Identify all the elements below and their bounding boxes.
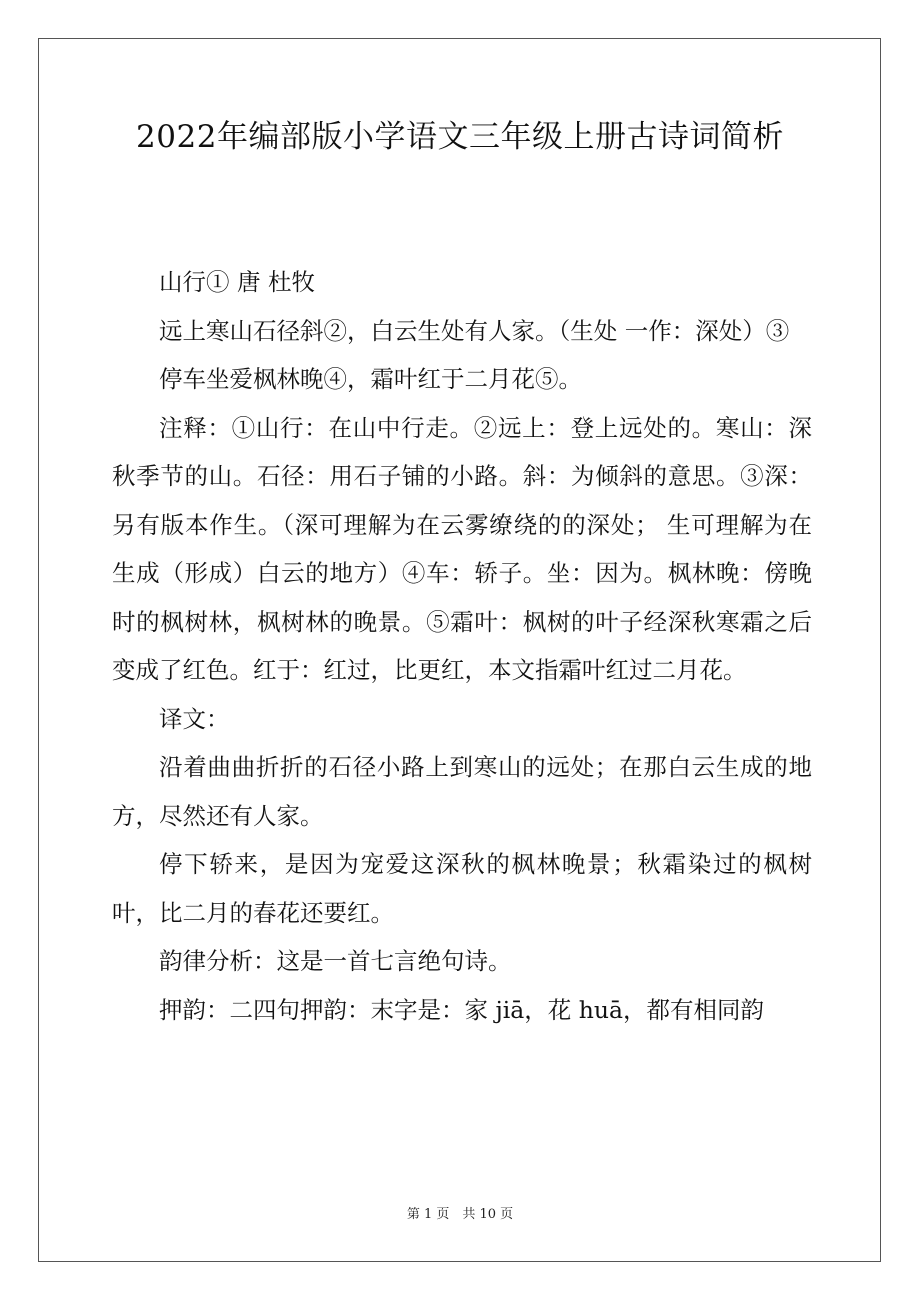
translation-heading: 译文： [159,704,230,733]
rhyme-paragraph: 押韵：二四句押韵：末字是：家 jiā，花 huā，都有相同韵 [159,995,765,1024]
poem-line-1: 远上寒山石径斜②，白云生处有人家。（生处 一作：深处）③ [159,316,790,345]
translation-paragraph-1: 沿着曲曲折折的石径小路上到寒山的远处；在那白云生成的地方，尽然还有人家。 [112,753,812,830]
document-title: 2022年编部版小学语文三年级上册古诗词简析 [136,119,784,155]
translation-paragraph-2: 停下轿来，是因为宠爱这深秋的枫林晚景；秋霜染过的枫树叶，比二月的春花还要红。 [112,850,812,927]
rhythm-analysis-paragraph: 韵律分析：这是一首七言绝句诗。 [159,947,512,975]
poem-title-line: 山行① 唐 杜牧 [159,268,315,296]
page-number-footer: 第 1 页 共 10 页 [406,1207,514,1222]
document-body [112,258,812,1034]
annotation-paragraph: 注释：①山行：在山中行走。②远上：登上远处的。寒山：深秋季节的山。石径：用石子铺的小路。斜：为倾斜的意思。③深：另有版本作生。（深可理解为在云雾缭绕的的深处； 生可理解为在生成（形成）白云的地方）④车：轿子。坐：因为。枫林晚：傍晚时的枫树林，枫树林的晚景。⑤霜叶：枫树的叶子经深秋寒霜之后变成了红色。红于：红过，比更红，本文指霜叶红过二月花。 [112,413,812,684]
poem-line-2: 停车坐爱枫林晚④，霜叶红于二月花⑤。 [159,365,582,393]
